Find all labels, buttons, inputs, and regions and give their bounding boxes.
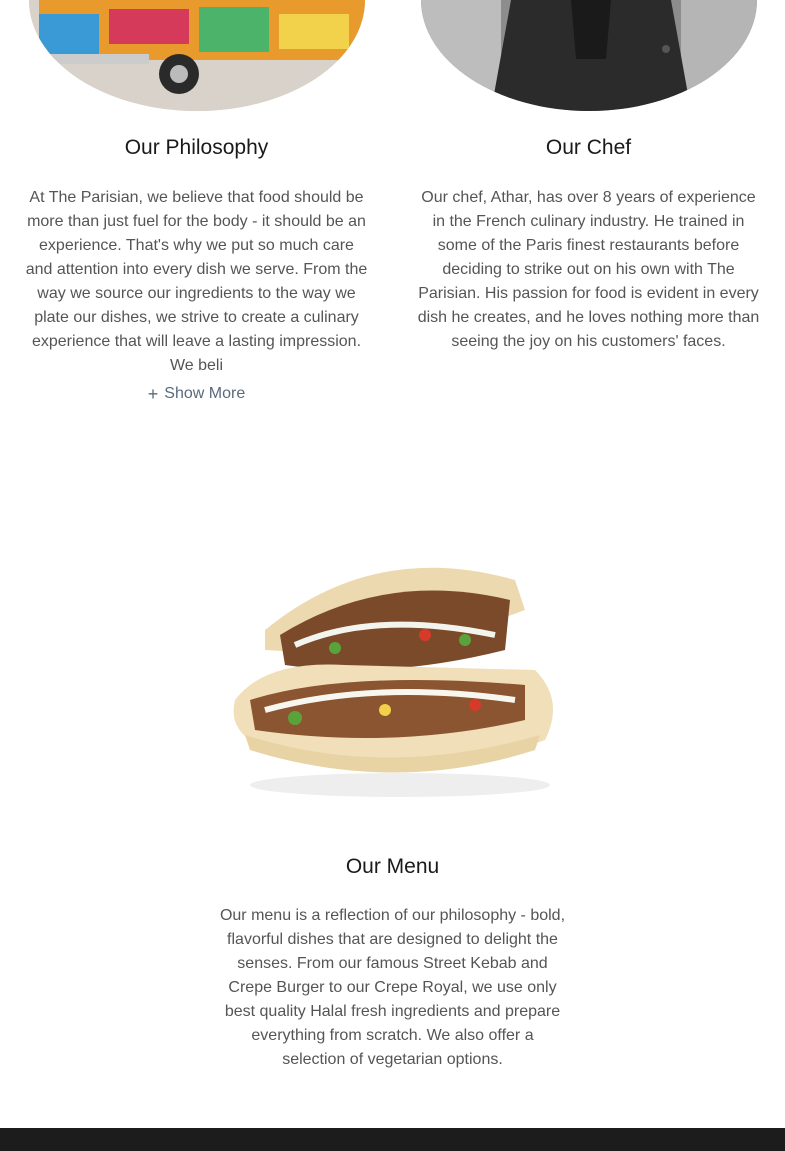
menu-title: Our Menu <box>345 855 440 878</box>
chef-section <box>416 0 761 350</box>
footer-bar <box>0 1128 785 1151</box>
menu-text: Our menu is a reflection of our philosophy - bold, flavorful dishes that are designed to delight the senses. From our famous Street Kebab and Crepe Burger to our Crepe Royal, we use only best quality Halal fresh ingredients and prepare everything from scratch. We also offer a selection of vegetarian options. <box>219 907 566 1068</box>
plus-icon: + <box>147 384 159 404</box>
chef-image <box>421 0 757 111</box>
show-more-button[interactable] <box>24 385 369 403</box>
food-truck-image <box>29 0 365 111</box>
philosophy-text: At The Parisian, we believe that food should be more than just fuel for the body - it should be an experience. That's why we put so much care and attention into every dish we serve. From the way we source our ingredients to the way we plate our dishes, we strive to create a culinary experience that will leave a lasting impression. We beli <box>25 189 368 374</box>
philosophy-title: Our Philosophy <box>124 136 269 159</box>
philosophy-section <box>24 0 369 404</box>
kebab-wrap-image <box>225 540 570 805</box>
chef-title: Our Chef <box>545 136 632 159</box>
chef-text: Our chef, Athar, has over 8 years of experience in the French culinary industry. He trained in some of the Paris finest restaurants before deciding to strike out on his own with The Parisian. His passion for food is evident in every dish he creates, and he loves nothing more than seeing the joy on his customers' faces. <box>417 189 760 350</box>
show-more-label: Show More <box>164 385 246 402</box>
